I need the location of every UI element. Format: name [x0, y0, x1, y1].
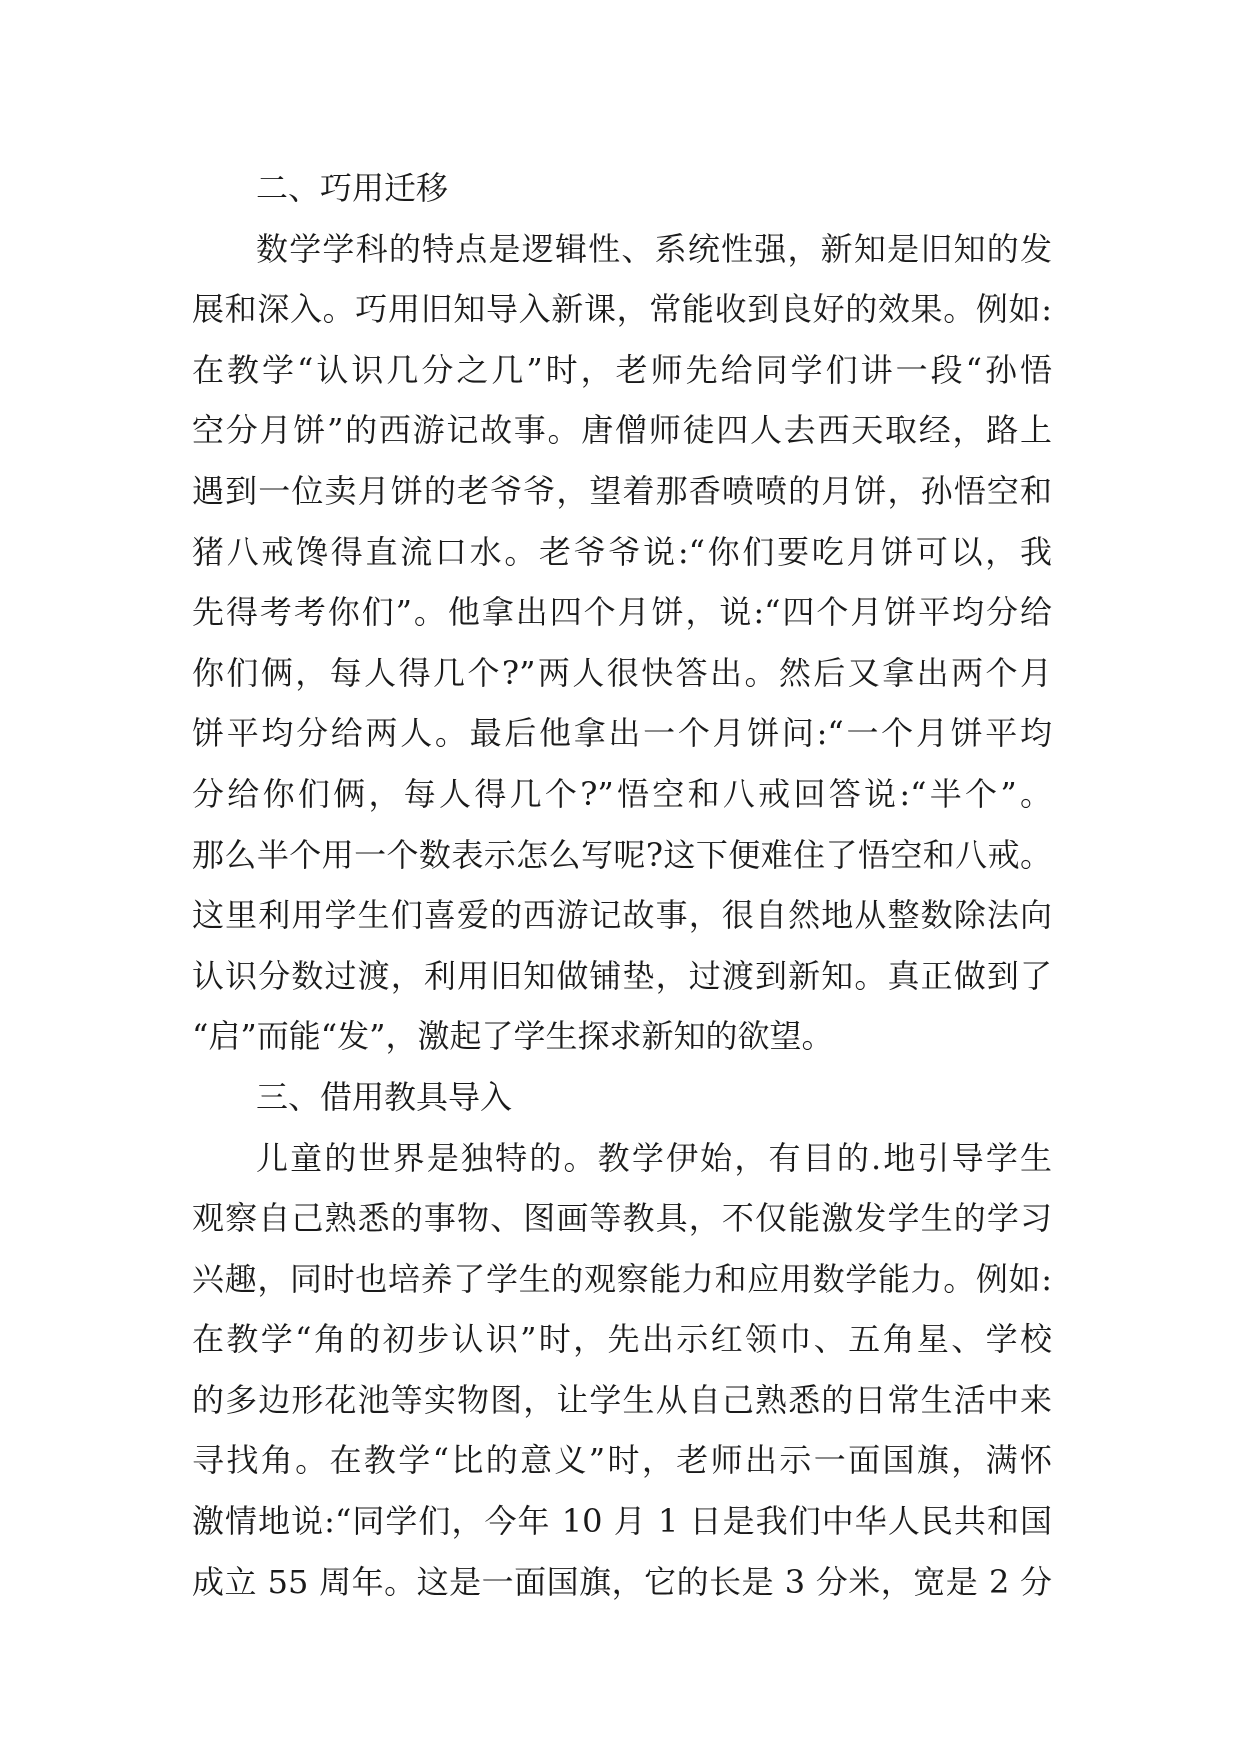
- paragraph-line: 饼平均分给两人。最后他拿出一个月饼问:“一个月饼平均: [192, 714, 1052, 753]
- paragraph-line: 在教学“认识几分之几”时，老师先给同学们讲一段“孙悟: [192, 350, 1052, 389]
- paragraph-line: 寻找角。在教学“比的意义”时，老师出示一面国旗，满怀: [192, 1441, 1052, 1480]
- paragraph-line: 成立 55 周年。这是一面国旗，它的长是 3 分米，宽是 2 分: [192, 1562, 1052, 1601]
- paragraph-line: 儿童的世界是独特的。教学伊始，有目的.地引导学生: [256, 1138, 1052, 1177]
- paragraph-line: 那么半个用一个数表示怎么写呢?这下便难住了悟空和八戒。: [192, 835, 1052, 874]
- paragraph-line: 这里利用学生们喜爱的西游记故事，很自然地从整数除法向: [192, 896, 1052, 935]
- paragraph-line: 先得考考你们”。他拿出四个月饼，说:“四个月饼平均分给: [192, 593, 1052, 632]
- section-heading: 三、借用教具导入: [256, 1077, 513, 1116]
- paragraph-line: 认识分数过渡，利用旧知做铺垫，过渡到新知。真正做到了: [192, 956, 1052, 995]
- paragraph-line: 数学学科的特点是逻辑性、系统性强，新知是旧知的发: [256, 229, 1052, 268]
- section-heading: 二、巧用迁移: [256, 169, 449, 207]
- paragraph-line: 猪八戒馋得直流口水。老爷爷说:“你们要吃月饼可以，我: [192, 532, 1052, 571]
- paragraph-line: 遇到一位卖月饼的老爷爷，望着那香喷喷的月饼，孙悟空和: [192, 471, 1052, 510]
- paragraph-line: 空分月饼”的西游记故事。唐僧师徒四人去西天取经，路上: [192, 411, 1052, 450]
- paragraph-line: 观察自己熟悉的事物、图画等教具，不仅能激发学生的学习: [192, 1199, 1052, 1238]
- document-body: [192, 158, 1052, 1612]
- paragraph-line: 分给你们俩，每人得几个?”悟空和八戒回答说:“半个”。: [192, 774, 1052, 813]
- paragraph-line: 在教学“角的初步认识”时，先出示红领巾、五角星、学校: [192, 1320, 1052, 1359]
- paragraph-line: 兴趣，同时也培养了学生的观察能力和应用数学能力。例如:: [192, 1259, 1052, 1298]
- paragraph-line: 你们俩，每人得几个?”两人很快答出。然后又拿出两个月: [192, 653, 1052, 692]
- paragraph-line: 激情地说:“同学们，今年 10 月 1 日是我们中华人民共和国: [192, 1502, 1052, 1541]
- paragraph-line: “启”而能“发”，激起了学生探求新知的欲望。: [192, 1017, 834, 1056]
- paragraph-line: 的多边形花池等实物图，让学生从自己熟悉的日常生活中来: [192, 1380, 1052, 1419]
- paragraph-line: 展和深入。巧用旧知导入新课，常能收到良好的效果。例如:: [192, 290, 1052, 329]
